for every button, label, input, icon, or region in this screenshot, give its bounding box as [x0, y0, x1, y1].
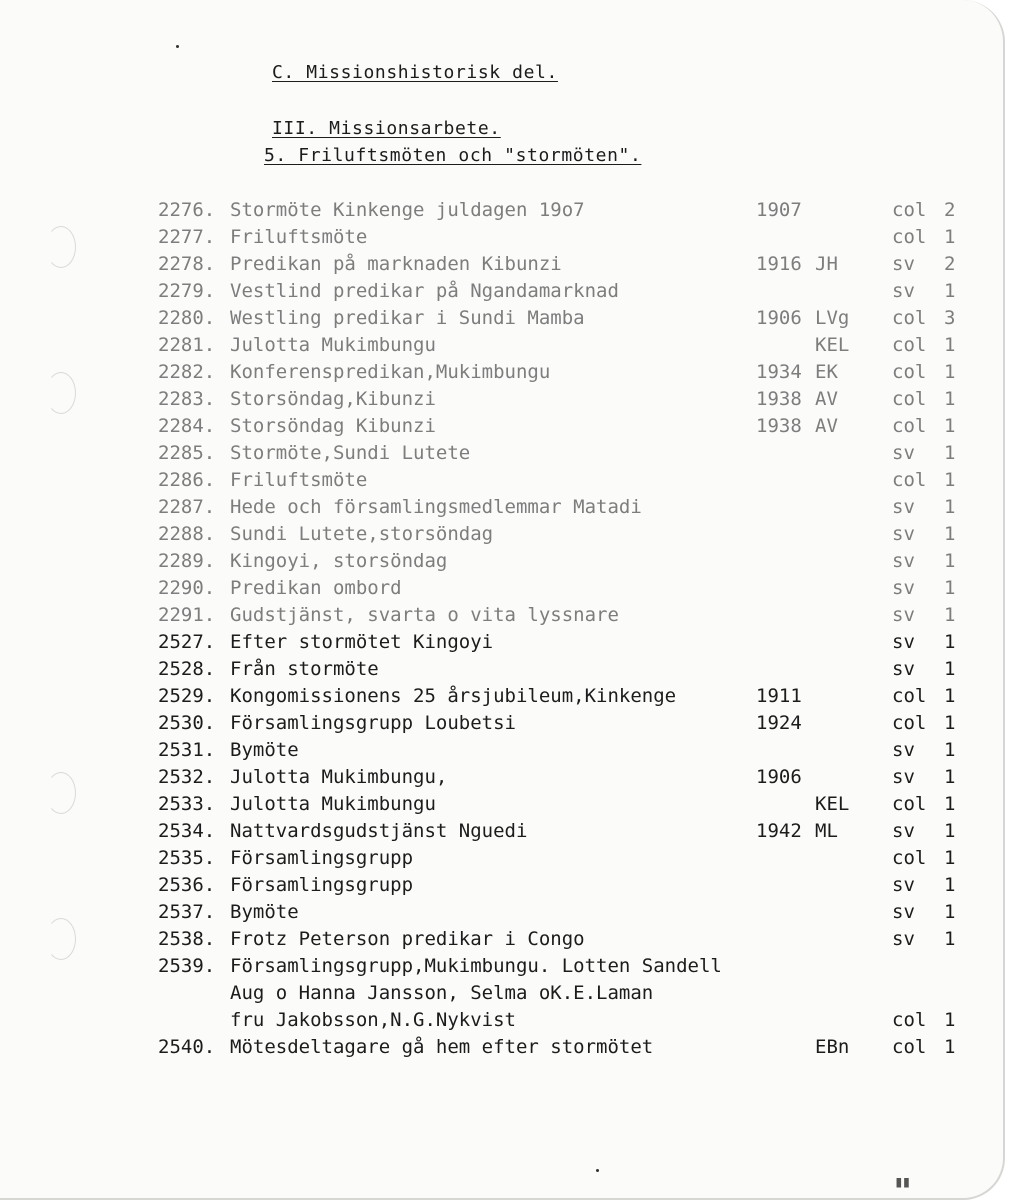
entry-number: 2284. — [158, 415, 216, 437]
entry-number: 2285. — [158, 442, 216, 464]
entry-number: 2531. — [158, 739, 216, 761]
entry-count: 1 — [944, 820, 956, 842]
entry-row — [0, 874, 1003, 900]
entry-description: Predikan på marknaden Kibunzi — [230, 253, 562, 275]
entry-description: Bymöte — [230, 901, 299, 923]
entry-row — [0, 469, 1003, 495]
corner-mark: ▮▮ — [894, 1172, 910, 1191]
entry-row — [0, 523, 1003, 549]
entry-count: 1 — [944, 1036, 956, 1058]
entry-row — [0, 1036, 1003, 1062]
entry-count: 1 — [944, 280, 956, 302]
entry-description: Sundi Lutete,storsöndag — [230, 523, 494, 545]
entry-number: 2277. — [158, 226, 216, 248]
entry-row — [0, 685, 1003, 711]
entry-count: 1 — [944, 469, 956, 491]
entry-number: 2283. — [158, 388, 216, 410]
entry-count: 1 — [944, 685, 956, 707]
entry-number: 2287. — [158, 496, 216, 518]
entry-row — [0, 199, 1003, 225]
entry-year: 1938 — [756, 415, 802, 437]
entry-count: 1 — [944, 334, 956, 356]
entry-row — [0, 388, 1003, 414]
entry-description: Hede och församlingsmedlemmar Matadi — [230, 496, 642, 518]
entry-initials: ML — [815, 820, 838, 842]
entry-row — [0, 847, 1003, 873]
entry-format: sv — [892, 658, 915, 680]
entry-format: col — [892, 685, 927, 707]
entry-number: 2535. — [158, 847, 216, 869]
entry-count: 1 — [944, 388, 956, 410]
entry-row — [0, 226, 1003, 252]
entry-row — [0, 307, 1003, 333]
speck — [596, 1169, 599, 1172]
entry-description: Bymöte — [230, 739, 299, 761]
entry-description: Vestlind predikar på Ngandamarknad — [230, 280, 619, 302]
entry-count: 2 — [944, 253, 956, 275]
entry-description: Westling predikar i Sundi Mamba — [230, 307, 585, 329]
entry-format: col — [892, 307, 927, 329]
entry-description: Frotz Peterson predikar i Congo — [230, 928, 585, 950]
entry-description: Stormöte,Sundi Lutete — [230, 442, 471, 464]
entry-year: 1911 — [756, 685, 802, 707]
entry-count: 1 — [944, 712, 956, 734]
entry-row — [0, 496, 1003, 522]
entry-format: col — [892, 793, 927, 815]
entry-count: 1 — [944, 550, 956, 572]
entry-count: 1 — [944, 415, 956, 437]
entry-year: 1907 — [756, 199, 802, 221]
entry-number: 2281. — [158, 334, 216, 356]
entry-description: Nattvardsgudstjänst Nguedi — [230, 820, 528, 842]
entry-row — [0, 712, 1003, 738]
entry-number: 2289. — [158, 550, 216, 572]
entry-description: Julotta Mukimbungu — [230, 793, 436, 815]
entry-description: Församlingsgrupp — [230, 847, 414, 869]
entry-row — [0, 361, 1003, 387]
entry-format: col — [892, 469, 927, 491]
entry-number: 2538. — [158, 928, 216, 950]
entry-format: sv — [892, 496, 915, 518]
entry-number: 2532. — [158, 766, 216, 788]
entry-format: sv — [892, 604, 915, 626]
entry-count: 1 — [944, 496, 956, 518]
entry-number: 2540. — [158, 1036, 216, 1058]
entry-count: 3 — [944, 307, 956, 329]
entry-format: col — [892, 361, 927, 383]
entry-initials: EK — [815, 361, 838, 383]
entry-year: 1906 — [756, 307, 802, 329]
entry-year: 1916 — [756, 253, 802, 275]
entry-number: 2279. — [158, 280, 216, 302]
entry-format: col — [892, 334, 927, 356]
entry-row — [0, 1009, 1003, 1035]
topic-heading: 5. Friluftsmöten och "stormöten". — [264, 145, 642, 166]
entry-count: 1 — [944, 577, 956, 599]
entry-number: 2537. — [158, 901, 216, 923]
entry-format: sv — [892, 874, 915, 896]
entry-number: 2282. — [158, 361, 216, 383]
entry-initials: LVg — [815, 307, 850, 329]
entry-count: 1 — [944, 226, 956, 248]
entry-description: Församlingsgrupp Loubetsi — [230, 712, 516, 734]
entry-initials: EBn — [815, 1036, 850, 1058]
entry-row — [0, 658, 1003, 684]
entry-count: 1 — [944, 604, 956, 626]
entry-count: 1 — [944, 847, 956, 869]
entry-format: col — [892, 847, 927, 869]
entry-year: 1924 — [756, 712, 802, 734]
entry-row — [0, 928, 1003, 954]
entry-format: sv — [892, 766, 915, 788]
entry-count: 1 — [944, 793, 956, 815]
entry-format: col — [892, 199, 927, 221]
entry-description: Kingoyi, storsöndag — [230, 550, 448, 572]
entry-format: sv — [892, 928, 915, 950]
entry-description: Julotta Mukimbungu, — [230, 766, 448, 788]
entry-count: 1 — [944, 1009, 956, 1031]
entry-format: col — [892, 1036, 927, 1058]
entry-count: 1 — [944, 766, 956, 788]
entry-number: 2528. — [158, 658, 216, 680]
entry-description: Gudstjänst, svarta o vita lyssnare — [230, 604, 619, 626]
speck — [176, 45, 179, 48]
entry-description: Storsöndag Kibunzi — [230, 415, 436, 437]
entry-description: Friluftsmöte — [230, 226, 368, 248]
entry-initials: JH — [815, 253, 838, 275]
entry-row — [0, 334, 1003, 360]
entry-format: sv — [892, 523, 915, 545]
entry-number: 2527. — [158, 631, 216, 653]
entry-row — [0, 631, 1003, 657]
entry-description: fru Jakobsson,N.G.Nykvist — [230, 1009, 516, 1031]
entry-format: sv — [892, 442, 915, 464]
entry-row — [0, 577, 1003, 603]
entry-count: 1 — [944, 928, 956, 950]
entry-description: Friluftsmöte — [230, 469, 368, 491]
entry-format: sv — [892, 253, 915, 275]
entry-row — [0, 766, 1003, 792]
entry-description: Storsöndag,Kibunzi — [230, 388, 436, 410]
entry-year: 1934 — [756, 361, 802, 383]
entry-format: sv — [892, 577, 915, 599]
entry-number: 2533. — [158, 793, 216, 815]
subsection-heading: III. Missionsarbete. — [272, 118, 501, 139]
entry-description: Församlingsgrupp — [230, 874, 414, 896]
entry-description: Efter stormötet Kingoyi — [230, 631, 494, 653]
entry-number: 2530. — [158, 712, 216, 734]
entry-number: 2288. — [158, 523, 216, 545]
entry-count: 1 — [944, 523, 956, 545]
entry-year: 1906 — [756, 766, 802, 788]
entry-count: 2 — [944, 199, 956, 221]
entry-number: 2534. — [158, 820, 216, 842]
entry-row — [0, 820, 1003, 846]
entry-number: 2286. — [158, 469, 216, 491]
entry-year: 1938 — [756, 388, 802, 410]
entry-format: col — [892, 415, 927, 437]
entry-description: Kongomissionens 25 årsjubileum,Kinkenge — [230, 685, 677, 707]
entry-description: Från stormöte — [230, 658, 379, 680]
entry-number: 2539. — [158, 955, 216, 977]
entry-format: sv — [892, 901, 915, 923]
entry-initials: KEL — [815, 334, 850, 356]
entry-number: 2290. — [158, 577, 216, 599]
entry-format: sv — [892, 820, 915, 842]
entry-count: 1 — [944, 658, 956, 680]
entry-row — [0, 955, 1003, 981]
entry-description: Julotta Mukimbungu — [230, 334, 436, 356]
entry-description: Stormöte Kinkenge juldagen 19o7 — [230, 199, 585, 221]
entry-row — [0, 901, 1003, 927]
entry-format: col — [892, 226, 927, 248]
entry-count: 1 — [944, 361, 956, 383]
entry-format: sv — [892, 280, 915, 302]
entry-number: 2291. — [158, 604, 216, 626]
entry-number: 2529. — [158, 685, 216, 707]
entry-row — [0, 793, 1003, 819]
entry-row — [0, 442, 1003, 468]
entry-format: col — [892, 1009, 927, 1031]
entry-count: 1 — [944, 442, 956, 464]
entry-description: Församlingsgrupp,Mukimbungu. Lotten Sandell — [230, 955, 722, 977]
entry-format: col — [892, 388, 927, 410]
entry-row — [0, 604, 1003, 630]
entry-row — [0, 415, 1003, 441]
entry-number: 2278. — [158, 253, 216, 275]
entry-count: 1 — [944, 739, 956, 761]
entry-initials: AV — [815, 388, 838, 410]
entry-description: Mötesdeltagare gå hem efter stormötet — [230, 1036, 654, 1058]
entry-count: 1 — [944, 874, 956, 896]
entry-row — [0, 280, 1003, 306]
entry-initials: AV — [815, 415, 838, 437]
entry-description: Aug o Hanna Jansson, Selma oK.E.Laman — [230, 982, 654, 1004]
entry-row — [0, 982, 1003, 1008]
entry-format: sv — [892, 550, 915, 572]
entry-initials: KEL — [815, 793, 850, 815]
entry-row — [0, 253, 1003, 279]
entry-number: 2276. — [158, 199, 216, 221]
entry-format: sv — [892, 631, 915, 653]
entry-count: 1 — [944, 631, 956, 653]
entry-number: 2280. — [158, 307, 216, 329]
section-heading: C. Missionshistorisk del. — [272, 62, 558, 83]
entry-description: Konferenspredikan,Mukimbungu — [230, 361, 551, 383]
entry-row — [0, 550, 1003, 576]
entry-format: col — [892, 712, 927, 734]
entry-year: 1942 — [756, 820, 802, 842]
entry-number: 2536. — [158, 874, 216, 896]
entry-count: 1 — [944, 901, 956, 923]
entry-format: sv — [892, 739, 915, 761]
entry-row — [0, 739, 1003, 765]
entry-description: Predikan ombord — [230, 577, 402, 599]
